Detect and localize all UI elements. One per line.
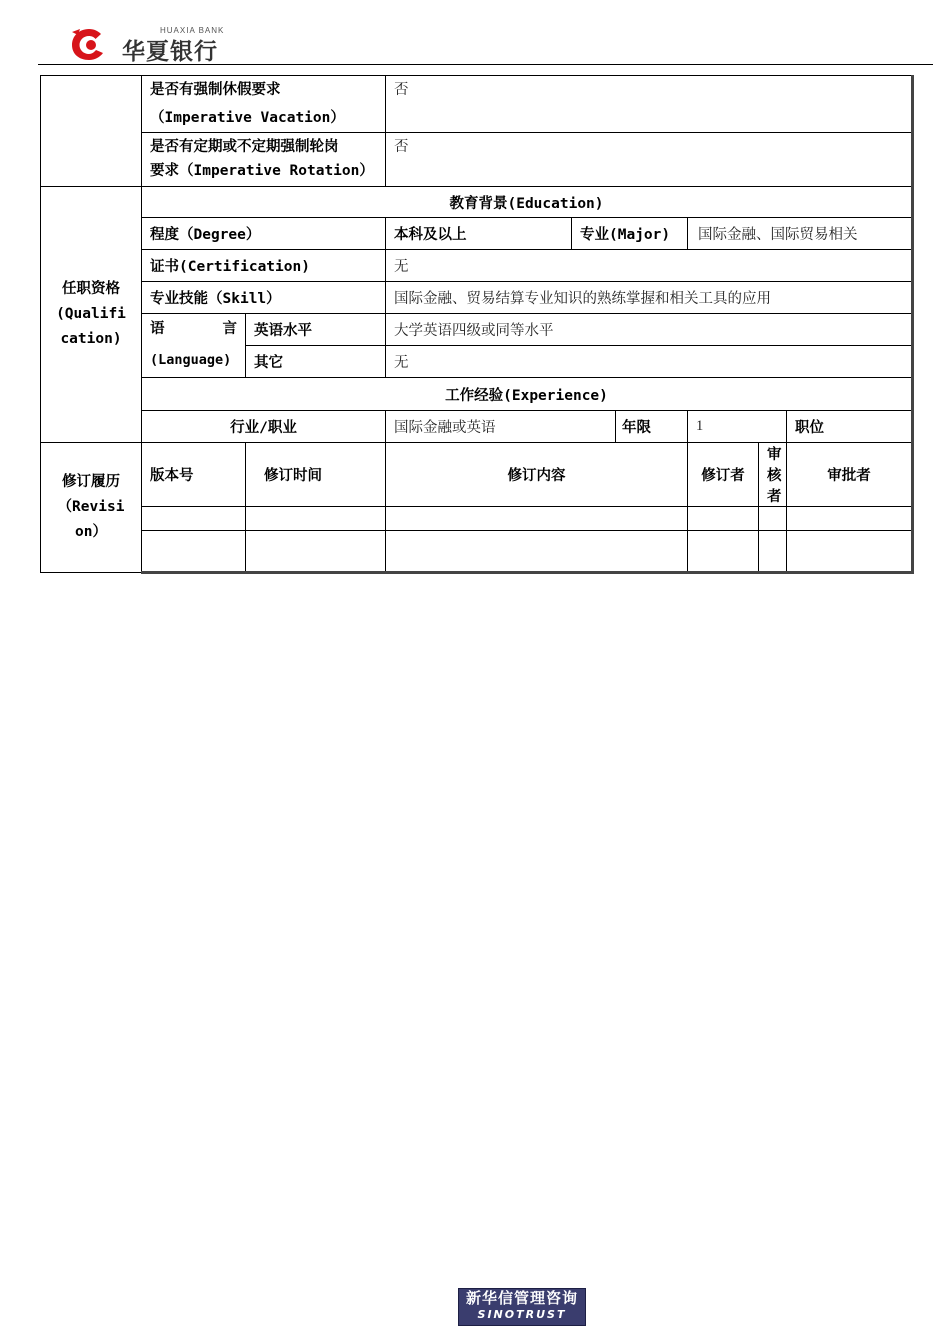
revision-col-date: 修订时间 (246, 443, 386, 507)
revision-cell (787, 507, 913, 531)
rotation-label-line2: 要求（Imperative Rotation） (150, 163, 374, 179)
revision-section-label (41, 443, 142, 573)
revision-cell (759, 507, 787, 531)
bank-name-cn: 华夏银行 (122, 39, 218, 65)
revision-cell (688, 507, 759, 531)
industry-label: 行业/职业 (142, 411, 386, 443)
revision-cell (386, 531, 688, 573)
other-language-value: 无 (386, 346, 913, 378)
huaxia-bank-logo-icon (70, 26, 110, 62)
revision-cell (787, 531, 913, 573)
revision-cell (246, 531, 386, 573)
degree-value: 本科及以上 (386, 218, 572, 250)
table-row (41, 250, 913, 282)
qualification-title-cn: 任职资格 (62, 281, 120, 297)
revision-cell (386, 507, 688, 531)
bank-name-en: HUAXIA BANK (160, 26, 225, 35)
revision-title-en-1: （Revisi (57, 499, 125, 515)
table-row (41, 507, 913, 531)
education-header: 教育背景(Education) (142, 187, 913, 218)
table-row (41, 531, 913, 573)
table-row (41, 133, 913, 187)
table-row (41, 443, 913, 507)
page-header (0, 0, 950, 70)
table-row (41, 76, 913, 133)
english-level-value: 大学英语四级或同等水平 (386, 314, 913, 346)
rotation-value: 否 (386, 133, 913, 187)
revision-cell (142, 507, 246, 531)
skill-label: 专业技能（Skill） (142, 282, 386, 314)
qualification-title-en-1: (Qualifi (56, 306, 126, 322)
industry-value: 国际金融或英语 (386, 411, 616, 443)
rotation-label-line1: 是否有定期或不定期强制轮岗 (150, 139, 339, 155)
sinotrust-logo-en: SINOTRUST (477, 1308, 567, 1321)
blank-section-cell (41, 76, 142, 187)
major-value: 国际金融、国际贸易相关 (688, 218, 913, 250)
language-label-cn (150, 314, 237, 345)
rotation-label-cell (142, 133, 386, 187)
revision-col-approver: 审批者 (787, 443, 913, 507)
revision-col-reviewer: 审核者 (759, 443, 787, 507)
years-value: 1 (688, 411, 787, 443)
revision-title-en-2: on） (75, 524, 107, 540)
revision-cell (142, 531, 246, 573)
position-label: 职位 (787, 411, 913, 443)
revision-col-content: 修订内容 (386, 443, 688, 507)
revision-title-cn: 修订履历 (62, 474, 120, 490)
sinotrust-logo-cn: 新华信管理咨询 (465, 1289, 578, 1307)
language-label-cell (142, 314, 246, 378)
vacation-label-cn: 是否有强制休假要求 (150, 82, 281, 98)
sinotrust-logo (458, 1288, 586, 1326)
vacation-label-en: （Imperative Vacation） (150, 110, 345, 126)
table-row (41, 314, 913, 346)
table-row (41, 411, 913, 443)
certification-value: 无 (386, 250, 913, 282)
revision-cell (246, 507, 386, 531)
language-label-en: (Language) (150, 352, 232, 368)
revision-cell (688, 531, 759, 573)
language-label-char-2: 言 (222, 321, 237, 337)
revision-cell (759, 531, 787, 573)
table-row (41, 378, 913, 411)
table-row (41, 282, 913, 314)
table-row (41, 187, 913, 218)
major-label: 专业(Major) (572, 218, 688, 250)
years-label: 年限 (616, 411, 688, 443)
skill-value: 国际金融、贸易结算专业知识的熟练掌握和相关工具的应用 (386, 282, 913, 314)
vacation-value: 否 (386, 76, 913, 133)
revision-col-reviser: 修订者 (688, 443, 759, 507)
degree-label: 程度（Degree） (142, 218, 386, 250)
qualification-section-label (41, 187, 142, 443)
vacation-label-cell (142, 76, 386, 133)
experience-header: 工作经验(Experience) (142, 378, 913, 411)
other-language-label: 其它 (246, 346, 386, 378)
header-divider (38, 64, 933, 65)
certification-label: 证书(Certification) (142, 250, 386, 282)
table-row (41, 218, 913, 250)
qualification-title-en-2: cation) (60, 331, 122, 347)
english-level-label: 英语水平 (246, 314, 386, 346)
revision-col-version: 版本号 (142, 443, 246, 507)
job-description-table (40, 75, 914, 574)
language-label-char-1: 语 (150, 321, 165, 337)
